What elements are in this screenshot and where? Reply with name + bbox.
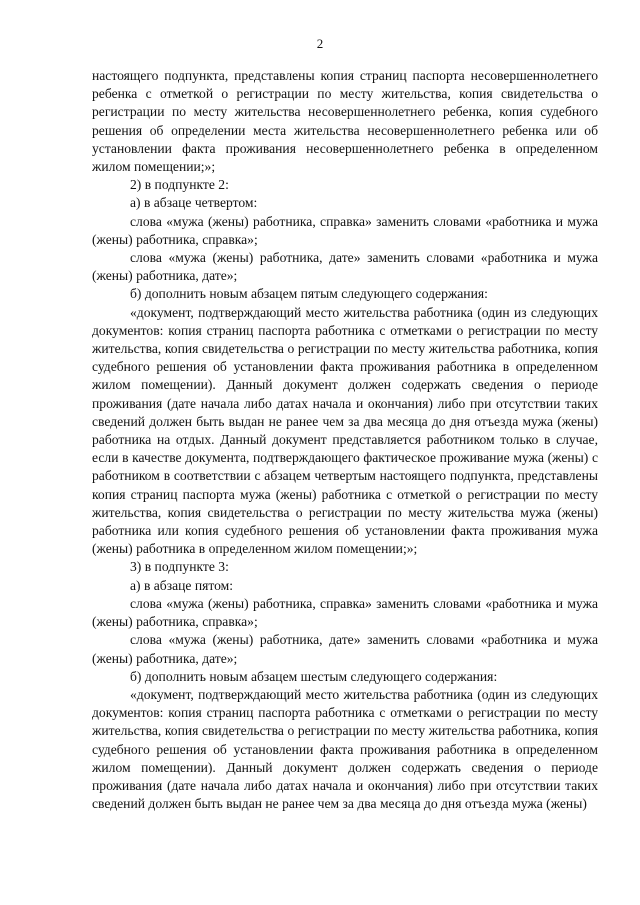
page-number: 2 [316, 36, 324, 51]
paragraph: 3) в подпункте 3: [130, 559, 229, 575]
paragraph: слова «мужа (жены) работника, дате» заменить словами «работника и мужа (жены) работника, дате»; [92, 632, 598, 666]
paragraph: слова «мужа (жены) работника, справка» заменить словами «работника и мужа (жены) работника, справка»; [92, 213, 598, 247]
document-body [92, 67, 598, 813]
paragraph: б) дополнить новым абзацем пятым следующего содержания: [130, 286, 488, 302]
paragraph: «документ, подтверждающий место жительства работника (один из следующих документов: копия страниц паспорта работника с отметками о регистрации по месту жительства, копия свидетельства о регистрации по месту жительства работника, копия судебного решения об установлении факта проживания работника в определенном жилом помещении). Данный документ должен содержать сведения о периоде проживания (дате начала либо датах начала и окончания) либо при отсутствии таких сведений должен быть выдан не ранее чем за два месяца до дня отъезда мужа (жены) [92, 686, 598, 812]
paragraph: б) дополнить новым абзацем шестым следующего содержания: [130, 668, 498, 684]
paragraph: настоящего подпункта, представлены копия страниц паспорта несовершеннолетнего ребенка с отметкой о регистрации по месту жительства, копия свидетельства о регистрации по месту жительства несовершеннолетнего ребенка, копия судебного решения об определении места жительства несовершеннолетнего ребенка или об установлении факта проживания несовершеннолетнего ребенка в определенном жилом помещении;»; [92, 68, 598, 175]
paragraph: а) в абзаце четвертом: [130, 195, 258, 211]
paragraph: слова «мужа (жены) работника, дате» заменить словами «работника и мужа (жены) работника, дате»; [92, 250, 598, 284]
paragraph: а) в абзаце пятом: [130, 577, 234, 593]
paragraph: «документ, подтверждающий место жительства работника (один из следующих документов: копия страниц паспорта работника с отметками о регистрации по месту жительства, копия свидетельства о регистрации по месту жительства работника, копия судебного решения об установлении факта проживания работника в определенном жилом помещении). Данный документ должен содержать сведения о периоде проживания (дате начала либо датах начала и окончания) либо при отсутствии таких сведений должен быть выдан не ранее чем за два месяца до дня отъезда мужа (жены) работника на отдых. Данный документ представляется работником только в случае, если в качестве документа, подтверждающего фактическое проживание мужа (жены) с работником в соответствии с абзацем четвертым настоящего подпункта, представлены копия страниц паспорта мужа (жены) работника с отметкой о регистрации по месту жительства, копия свидетельства о регистрации по месту жительства мужа (жены) работника или копия судебного решения об установлении факта проживания мужа (жены) работника в определенном жилом помещении;»; [92, 304, 598, 557]
paragraph: 2) в подпункте 2: [130, 177, 229, 193]
paragraph: слова «мужа (жены) работника, справка» заменить словами «работника и мужа (жены) работника, справка»; [92, 595, 598, 630]
